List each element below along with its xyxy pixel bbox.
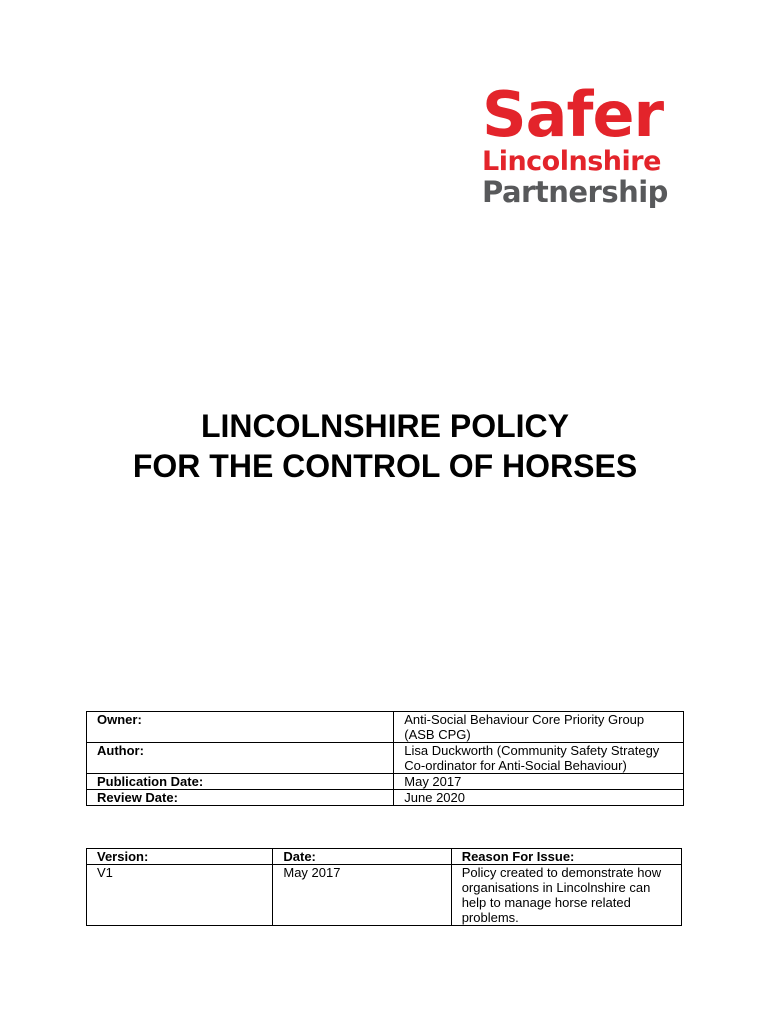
publication-date-value: May 2017	[394, 774, 684, 790]
document-details-table	[86, 711, 684, 806]
table-row	[87, 790, 684, 806]
author-label: Author:	[87, 743, 394, 774]
review-date-label: Review Date:	[87, 790, 394, 806]
title-line-1: LINCOLNSHIRE POLICY	[200, 408, 569, 444]
date-header: Date:	[273, 849, 451, 865]
title-line-2: FOR THE CONTROL OF HORSES	[132, 448, 638, 484]
table-row	[87, 865, 682, 926]
table-header-row	[87, 849, 682, 865]
reason-header: Reason For Issue:	[451, 849, 681, 865]
owner-label: Owner:	[87, 712, 394, 743]
date-cell: May 2017	[273, 865, 451, 926]
reason-cell: Policy created to demonstrate how organisations in Lincolnshire can help to manage horse related problems.	[451, 865, 681, 926]
version-cell: V1	[87, 865, 273, 926]
version-history-table	[86, 848, 682, 926]
logo-word-lincolnshire: Lincolnshire	[482, 146, 661, 177]
publication-date-label: Publication Date:	[87, 774, 394, 790]
author-value: Lisa Duckworth (Community Safety Strategy Co-ordinator for Anti-Social Behaviour)	[394, 743, 684, 774]
table-row	[87, 712, 684, 743]
table-row	[87, 743, 684, 774]
safer-lincolnshire-partnership-logo	[482, 78, 702, 209]
table-row	[87, 774, 684, 790]
document-title	[0, 406, 770, 486]
logo-word-safer: Safer	[482, 78, 664, 151]
review-date-value: June 2020	[394, 790, 684, 806]
logo-word-partnership: Partnership	[482, 175, 668, 209]
owner-value: Anti-Social Behaviour Core Priority Group (ASB CPG)	[394, 712, 684, 743]
version-header: Version:	[87, 849, 273, 865]
